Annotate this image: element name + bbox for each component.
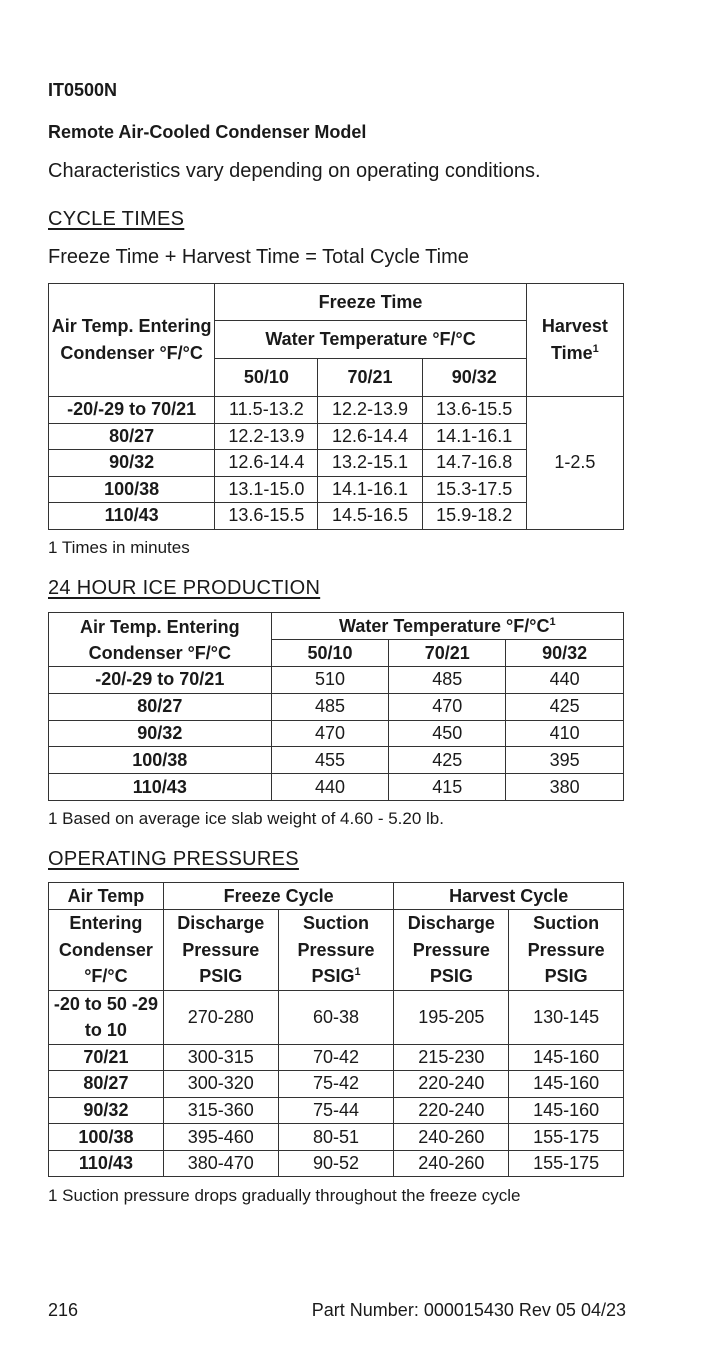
row-air-temp: -20 to 50 -29 to 10 [49, 990, 164, 1044]
col-freeze-time: Freeze Time [215, 284, 527, 321]
col-sub-1: Suction Pressure PSIG$^1$ [278, 910, 394, 991]
row-air-temp: -20/-29 to 70/21 [49, 397, 215, 424]
cell-value: 15.3-17.5 [422, 476, 526, 503]
row-air-temp: -20/-29 to 70/21 [49, 667, 272, 694]
cell-value: 425 [506, 693, 624, 720]
intro-text: Characteristics vary depending on operating conditions. [48, 160, 541, 182]
row-air-temp: 70/21 [49, 1044, 164, 1071]
cell-value: 300-315 [163, 1044, 278, 1071]
cell-value: 380-470 [163, 1150, 278, 1177]
table-row [49, 720, 624, 747]
cell-value: 440 [271, 774, 389, 801]
cell-value: 470 [389, 693, 506, 720]
cell-value: 195-205 [394, 990, 509, 1044]
model-subtitle: Remote Air-Cooled Condenser Model [48, 122, 367, 142]
cell-value: 270-280 [163, 990, 278, 1044]
cell-value: 15.9-18.2 [422, 503, 526, 530]
table-row [49, 990, 624, 1044]
row-air-temp: 90/32 [49, 720, 272, 747]
table-row [49, 693, 624, 720]
col-air-temp: Air Temp. Entering Condenser °F/°C [49, 284, 215, 397]
cell-value: 510 [271, 667, 389, 694]
cell-value: 11.5-13.2 [215, 397, 318, 424]
cell-value: 70-42 [278, 1044, 394, 1071]
cell-value: 410 [506, 720, 624, 747]
cell-value: 12.6-14.4 [215, 450, 318, 477]
cell-value: 455 [271, 747, 389, 774]
row-air-temp: 110/43 [49, 774, 272, 801]
cycle-times-title: CYCLE TIMES [48, 208, 185, 230]
cell-value: 485 [271, 693, 389, 720]
col-air-temp-rest: Entering Condenser °F/°C [49, 910, 164, 991]
cycle-formula: Freeze Time + Harvest Time = Total Cycle Time [48, 246, 469, 268]
cell-value: 14.1-16.1 [318, 476, 422, 503]
cell-value: 470 [271, 720, 389, 747]
table-row [49, 397, 624, 424]
row-air-temp: 110/43 [49, 1150, 164, 1177]
cell-value: 13.2-15.1 [318, 450, 422, 477]
operating-pressures-title: OPERATING PRESSURES [48, 848, 299, 870]
row-air-temp: 90/32 [49, 450, 215, 477]
row-air-temp: 110/43 [49, 503, 215, 530]
col-water-2: 90/32 [422, 359, 526, 397]
col-water-0: 50/10 [215, 359, 318, 397]
cell-value: 300-320 [163, 1071, 278, 1098]
cell-value: 13.1-15.0 [215, 476, 318, 503]
cell-value: 13.6-15.5 [215, 503, 318, 530]
harvest-value: 1-2.5 [526, 397, 623, 530]
cell-value: 440 [506, 667, 624, 694]
cell-value: 80-51 [278, 1124, 394, 1151]
row-air-temp: 80/27 [49, 423, 215, 450]
col-harvest-cycle: Harvest Cycle [394, 883, 624, 910]
table-row [49, 1071, 624, 1098]
cell-value: 155-175 [509, 1150, 624, 1177]
cell-value: 12.2-13.9 [318, 397, 422, 424]
ice-footnote: 1 Based on average ice slab weight of 4.60 - 5.20 lb. [48, 809, 444, 828]
cell-value: 130-145 [509, 990, 624, 1044]
table-row [49, 774, 624, 801]
col-water-0: 50/10 [271, 640, 389, 667]
row-air-temp: 100/38 [49, 747, 272, 774]
cell-value: 60-38 [278, 990, 394, 1044]
col-harvest-time: Harvest Time$^1$ [526, 284, 623, 397]
col-air-temp-line1: Air Temp [49, 883, 164, 910]
cycle-footnote: 1 Times in minutes [48, 538, 190, 557]
cell-value: 395 [506, 747, 624, 774]
ice-production-table [48, 612, 624, 801]
cell-value: 14.1-16.1 [422, 423, 526, 450]
col-air-temp: Air Temp. Entering Condenser °F/°C [49, 613, 272, 667]
cell-value: 13.6-15.5 [422, 397, 526, 424]
cell-value: 215-230 [394, 1044, 509, 1071]
cell-value: 145-160 [509, 1097, 624, 1124]
col-water-temp: Water Temperature °F/°C [215, 321, 527, 359]
row-air-temp: 100/38 [49, 476, 215, 503]
cell-value: 450 [389, 720, 506, 747]
cell-value: 220-240 [394, 1097, 509, 1124]
cycle-times-table [48, 283, 624, 530]
operating-pressures-table [48, 882, 624, 1177]
row-air-temp: 80/27 [49, 693, 272, 720]
cell-value: 380 [506, 774, 624, 801]
cell-value: 240-260 [394, 1150, 509, 1177]
cell-value: 75-44 [278, 1097, 394, 1124]
cell-value: 155-175 [509, 1124, 624, 1151]
cell-value: 12.6-14.4 [318, 423, 422, 450]
pressure-footnote: 1 Suction pressure drops gradually throughout the freeze cycle [48, 1186, 521, 1205]
model-number: IT0500N [48, 80, 118, 100]
cell-value: 12.2-13.9 [215, 423, 318, 450]
cell-value: 240-260 [394, 1124, 509, 1151]
page-number: 216 [48, 1300, 79, 1320]
table-row [49, 1097, 624, 1124]
table-row [49, 667, 624, 694]
cell-value: 485 [389, 667, 506, 694]
row-air-temp: 100/38 [49, 1124, 164, 1151]
cell-value: 145-160 [509, 1044, 624, 1071]
col-freeze-cycle: Freeze Cycle [163, 883, 394, 910]
cell-value: 315-360 [163, 1097, 278, 1124]
ice-production-title: 24 HOUR ICE PRODUCTION [48, 577, 321, 599]
row-air-temp: 80/27 [49, 1071, 164, 1098]
row-air-temp: 90/32 [49, 1097, 164, 1124]
cell-value: 90-52 [278, 1150, 394, 1177]
table-row [49, 1124, 624, 1151]
cell-value: 14.5-16.5 [318, 503, 422, 530]
table-row [49, 747, 624, 774]
col-sub-0: Discharge Pressure PSIG [163, 910, 278, 991]
col-sub-3: Suction Pressure PSIG [509, 910, 624, 991]
table-row [49, 1150, 624, 1177]
col-sub-2: Discharge Pressure PSIG [394, 910, 509, 991]
col-water-1: 70/21 [389, 640, 506, 667]
table-row [49, 1044, 624, 1071]
cell-value: 395-460 [163, 1124, 278, 1151]
cell-value: 220-240 [394, 1071, 509, 1098]
cell-value: 14.7-16.8 [422, 450, 526, 477]
cell-value: 425 [389, 747, 506, 774]
col-water-1: 70/21 [318, 359, 422, 397]
col-water-2: 90/32 [506, 640, 624, 667]
cell-value: 145-160 [509, 1071, 624, 1098]
cell-value: 415 [389, 774, 506, 801]
cell-value: 75-42 [278, 1071, 394, 1098]
part-number: Part Number: 000015430 Rev 05 04/23 [311, 1300, 626, 1320]
col-water-temp: Water Temperature $^\circ F/^\circ C^1$ [271, 613, 623, 640]
